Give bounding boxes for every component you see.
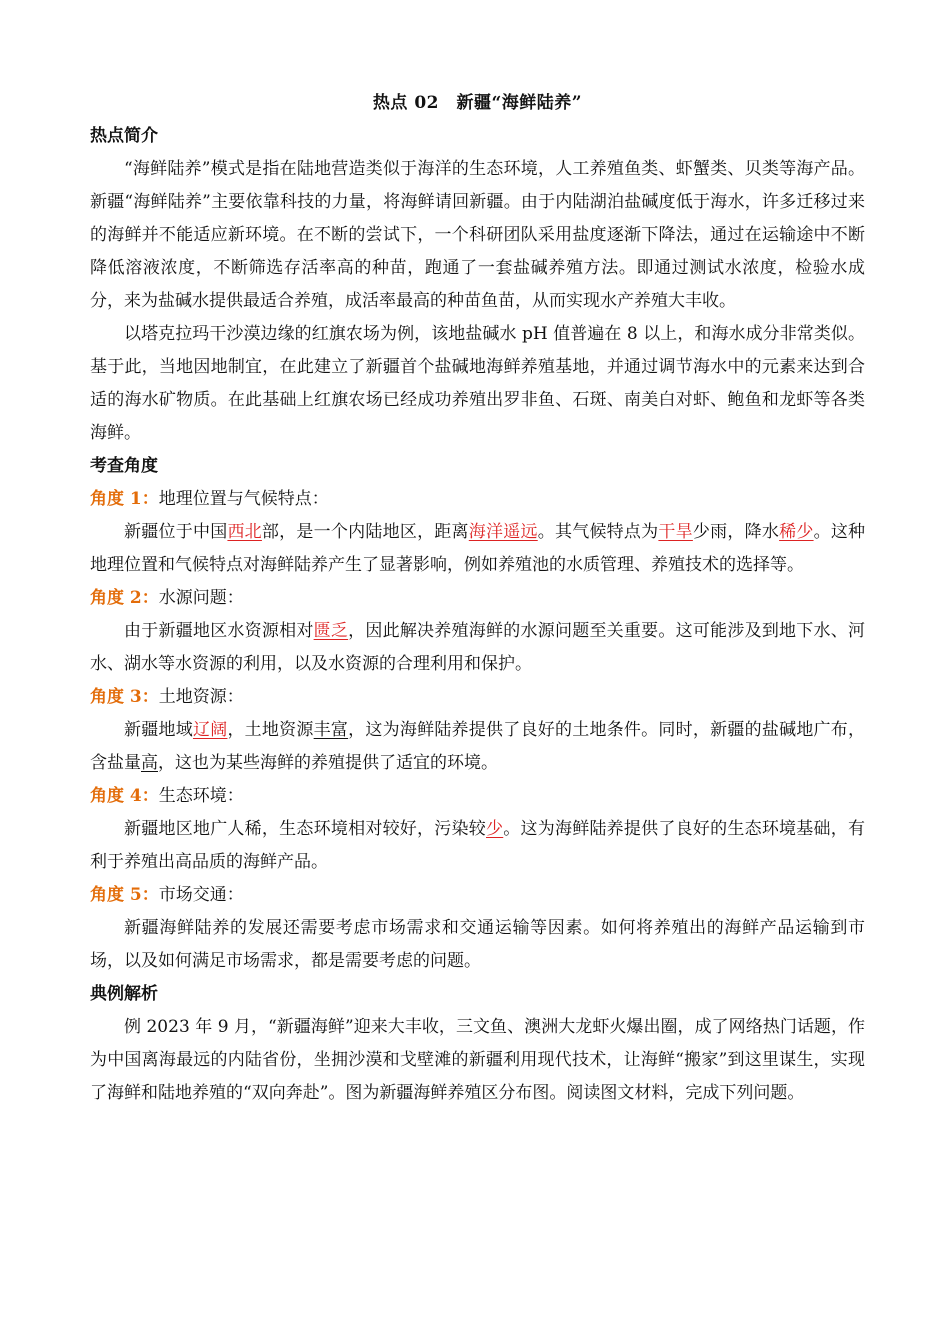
- text-run: 部，是一个内陆地区，距离: [261, 522, 469, 542]
- angle-1-label: 角度 1：: [90, 489, 159, 509]
- text-run: 。这种地理位置和气候特点对海鲜陆养产生了显著影响，例如养殖池的水质管理、养殖技术的选择等。: [90, 522, 866, 575]
- answer-keyword: 稀少: [779, 522, 814, 542]
- angles-heading: 考查角度: [90, 456, 158, 476]
- text-run: 。这为海鲜陆养提供了良好的生态环境基础，有利于养殖出高品质的海鲜产品。: [90, 819, 866, 872]
- answer-keyword: 匮乏: [313, 621, 349, 641]
- text-run: 新疆地域: [124, 720, 193, 740]
- angle-4-header: [90, 780, 865, 813]
- angle-2-header: [90, 582, 865, 615]
- angle-2-topic: 水源问题：: [158, 588, 244, 608]
- intro-heading: 热点简介: [90, 126, 158, 146]
- angle-5-topic: 市场交通：: [158, 885, 244, 905]
- text-run: 新疆地区地广人稀，生态环境相对较好，污染较: [124, 819, 486, 839]
- answer-keyword: 少: [486, 819, 504, 839]
- answer-keyword: 丰富: [313, 720, 349, 740]
- text-run: ，这也为某些海鲜的养殖提供了适宜的环境。: [158, 753, 498, 773]
- page-title: 热点 02 新疆“海鲜陆养”: [372, 93, 583, 113]
- answer-keyword: 西北: [227, 522, 262, 542]
- angle-2-body: [90, 615, 865, 681]
- text-run: ，因此解决养殖海鲜的水源问题至关重要。这可能涉及到地下水、河水、湖水等水资源的利用，以及水资源的合理利用和保护。: [90, 621, 866, 674]
- angle-3-header: [90, 681, 865, 714]
- example-heading: 典例解析: [90, 984, 158, 1004]
- intro-paragraph-2: 以塔克拉玛干沙漠边缘的红旗农场为例，该地盐碱水 pH 值普遍在 8 以上，和海水成分非常类似。基于此，当地因地制宜，在此建立了新疆首个盐碱地海鲜养殖基地，并通过调节海水中的元素来达到合适的海水矿物质。在此基础上红旗农场已经成功养殖出罗非鱼、石斑、南美白对虾、鲍鱼和龙虾等各类海鲜。: [90, 324, 865, 443]
- answer-keyword: 辽阔: [192, 720, 228, 740]
- document-page: [90, 86, 865, 1110]
- angle-3-label: 角度 3：: [90, 687, 159, 707]
- example-paragraph: 例 2023 年 9 月，“新疆海鲜”迎来大丰收，三文鱼、澳洲大龙虾火爆出圈，成了网络热门话题，作为中国离海最远的内陆省份，坐拥沙漠和戈壁滩的新疆利用现代技术，让海鲜“搬家”到这里谋生，实现了海鲜和陆地养殖的“双向奔赴”。图为新疆海鲜养殖区分布图。阅读图文材料，完成下列问题。: [90, 1017, 865, 1103]
- angle-3-body: [90, 714, 865, 780]
- angle-4-label: 角度 4：: [90, 786, 159, 806]
- answer-keyword: 海洋遥远: [468, 522, 538, 542]
- text-run: 。其气候特点为: [537, 522, 659, 542]
- intro-paragraph-1: “海鲜陆养”模式是指在陆地营造类似于海洋的生态环境，人工养殖鱼类、虾蟹类、贝类等海产品。新疆“海鲜陆养”主要依靠科技的力量，将海鲜请回新疆。由于内陆湖泊盐碱度低于海水，许多迁移过来的海鲜并不能适应新环境。在不断的尝试下，一个科研团队采用盐度逐渐下降法，通过在运输途中不断降低溶液浓度，不断筛选存活率高的种苗，跑通了一套盐碱养殖方法。即通过测试水浓度，检验水成分，来为盐碱水提供最适合养殖，成活率最高的种苗鱼苗，从而实现水产养殖大丰收。: [90, 159, 865, 311]
- answer-keyword: 高: [141, 753, 158, 773]
- angle-4-body: [90, 813, 865, 879]
- answer-keyword: 干旱: [658, 522, 693, 542]
- angle-1-topic: 地理位置与气候特点：: [158, 489, 329, 509]
- angle-5-body: 新疆海鲜陆养的发展还需要考虑市场需求和交通运输等因素。如何将养殖出的海鲜产品运输到市场，以及如何满足市场需求，都是需要考虑的问题。: [90, 918, 865, 971]
- text-run: 新疆位于中国: [124, 522, 228, 542]
- angle-1-body: [90, 516, 865, 582]
- text-run: 由于新疆地区水资源相对: [124, 621, 314, 641]
- angle-4-topic: 生态环境：: [158, 786, 244, 806]
- text-run: ，土地资源: [227, 720, 314, 740]
- angle-5-label: 角度 5：: [90, 885, 159, 905]
- angle-1-header: [90, 483, 865, 516]
- angle-2-label: 角度 2：: [90, 588, 159, 608]
- angle-3-topic: 土地资源：: [158, 687, 244, 707]
- angle-5-header: [90, 879, 865, 912]
- text-run: 少雨，降水: [692, 522, 780, 542]
- text-run: ，这为海鲜陆养提供了良好的土地条件。同时，新疆的盐碱地广布，含盐量: [90, 720, 866, 773]
